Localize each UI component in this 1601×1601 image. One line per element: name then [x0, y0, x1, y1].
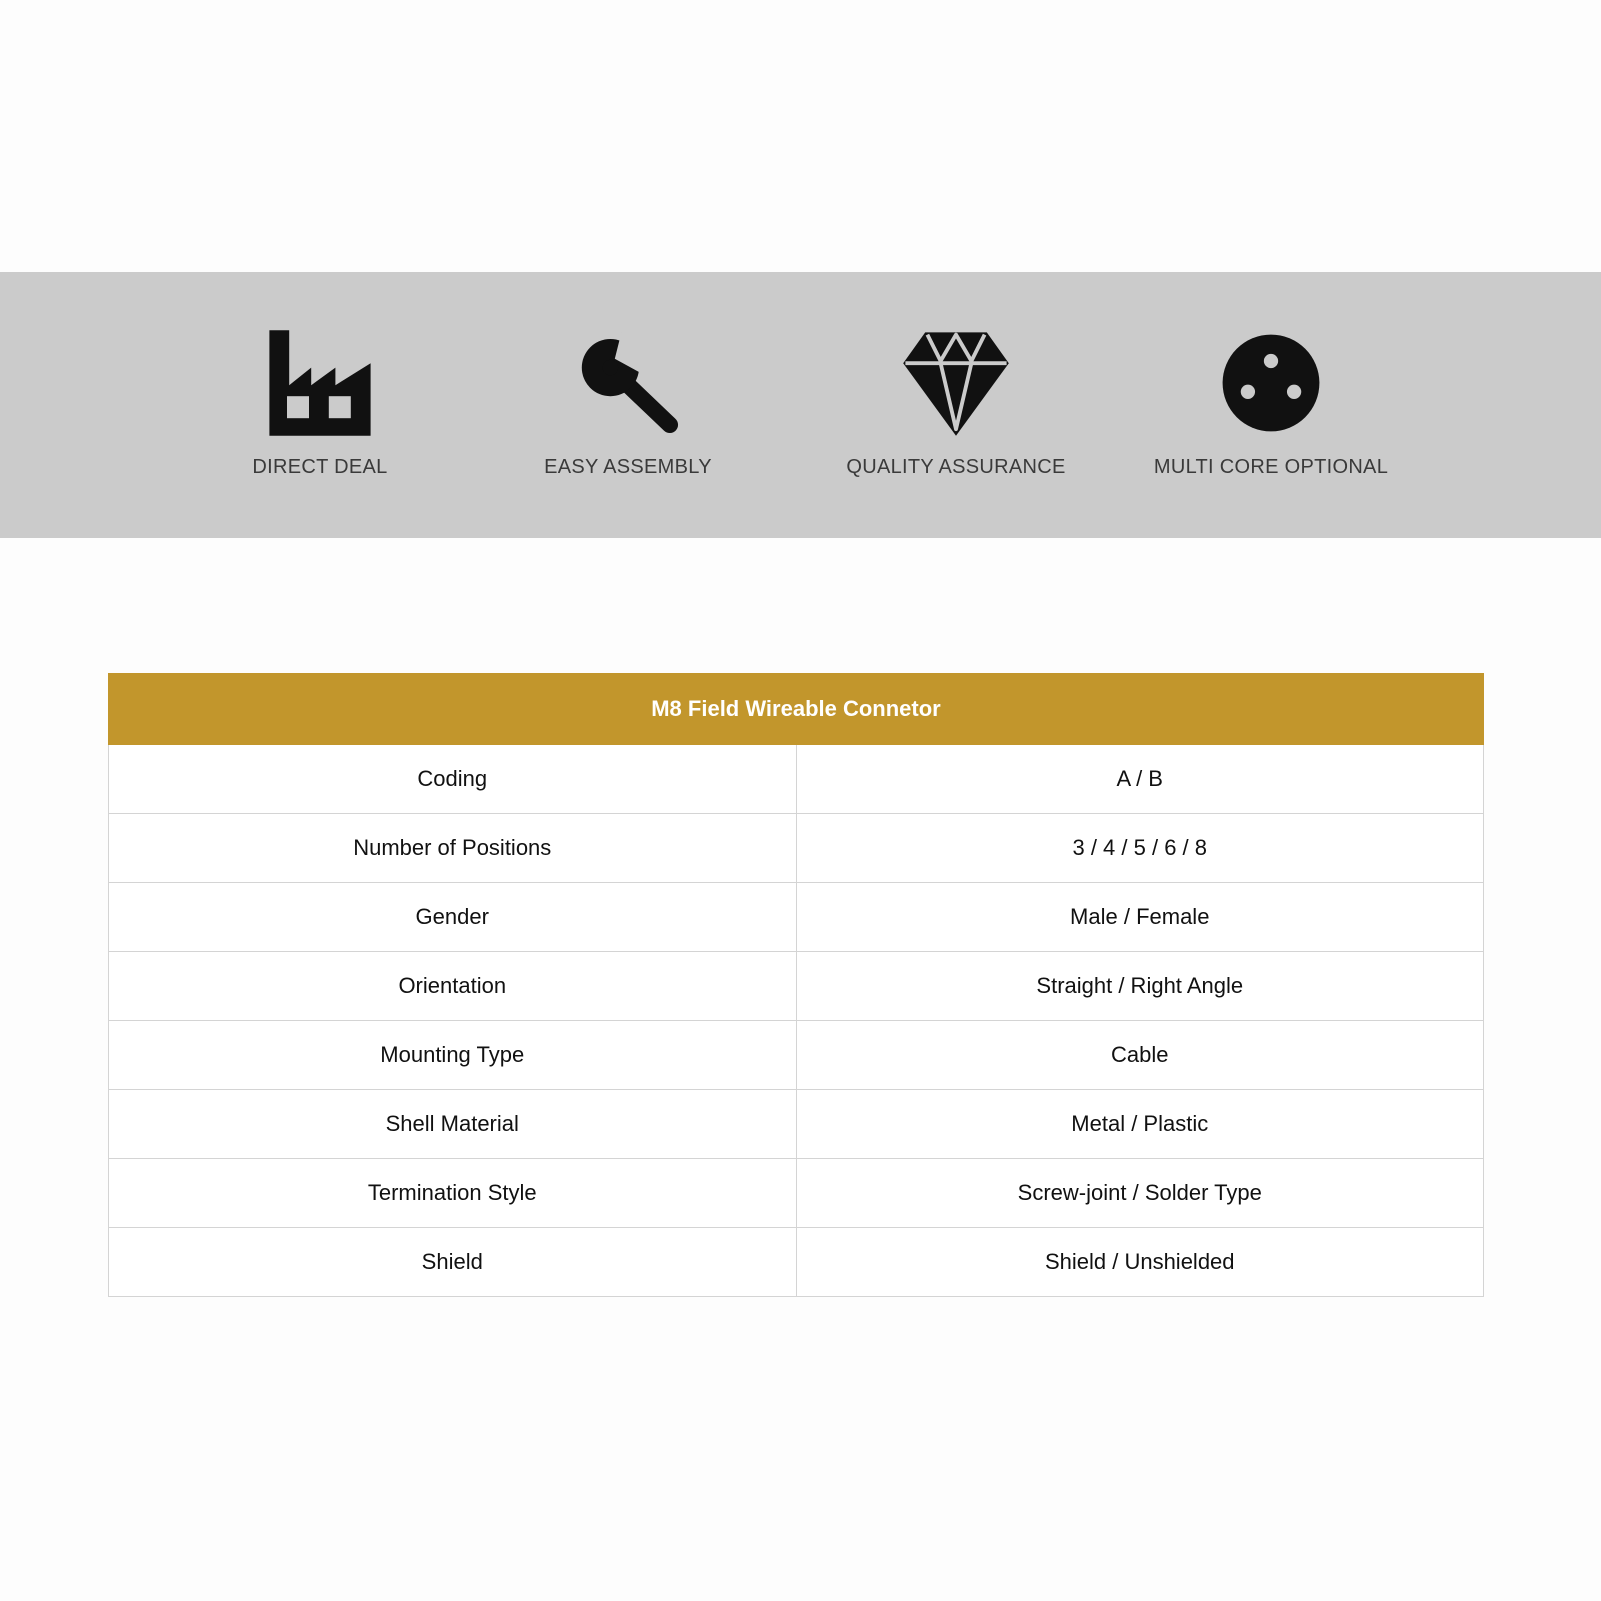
feature-direct-deal	[170, 328, 470, 479]
table-row	[109, 1228, 1484, 1297]
spec-value: Straight / Right Angle	[796, 952, 1484, 1021]
table-row	[109, 1090, 1484, 1159]
spec-property: Number of Positions	[109, 814, 797, 883]
wrench-icon	[573, 328, 683, 438]
spec-value: Male / Female	[796, 883, 1484, 952]
factory-icon	[265, 328, 375, 438]
spec-table-title: M8 Field Wireable Connetor	[109, 674, 1484, 745]
table-row	[109, 883, 1484, 952]
table-row	[109, 952, 1484, 1021]
spec-value: 3 / 4 / 5 / 6 / 8	[796, 814, 1484, 883]
spec-property: Coding	[109, 745, 797, 814]
spec-table	[108, 673, 1484, 1297]
connector-pins-icon	[1216, 328, 1326, 438]
spec-property: Shield	[109, 1228, 797, 1297]
feature-quality-assurance	[806, 328, 1106, 479]
spec-value: Cable	[796, 1021, 1484, 1090]
spec-value: Metal / Plastic	[796, 1090, 1484, 1159]
spec-property: Gender	[109, 883, 797, 952]
spec-property: Orientation	[109, 952, 797, 1021]
feature-label: EASY ASSEMBLY	[544, 456, 712, 478]
spec-property: Termination Style	[109, 1159, 797, 1228]
table-row	[109, 814, 1484, 883]
feature-label: QUALITY ASSURANCE	[846, 456, 1066, 478]
spec-table-header-row	[109, 674, 1484, 745]
spec-value: Shield / Unshielded	[796, 1228, 1484, 1297]
feature-label: MULTI CORE OPTIONAL	[1153, 456, 1389, 478]
feature-multi-core-optional	[1121, 328, 1421, 479]
spec-value: A / B	[796, 745, 1484, 814]
feature-band	[0, 272, 1601, 538]
table-row	[109, 1159, 1484, 1228]
feature-label: DIRECT DEAL	[252, 456, 388, 478]
diamond-icon	[901, 328, 1011, 438]
table-row	[109, 745, 1484, 814]
spec-value: Screw-joint / Solder Type	[796, 1159, 1484, 1228]
spec-property: Shell Material	[109, 1090, 797, 1159]
spec-property: Mounting Type	[109, 1021, 797, 1090]
feature-easy-assembly	[478, 328, 778, 479]
table-row	[109, 1021, 1484, 1090]
